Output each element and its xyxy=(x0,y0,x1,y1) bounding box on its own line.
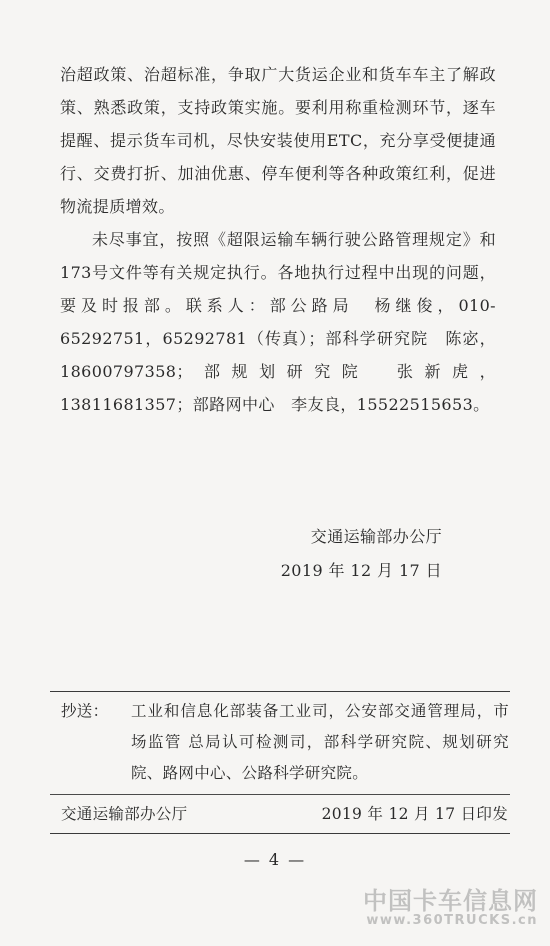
body-text xyxy=(60,58,496,421)
watermark-text: 中国卡车信息网 xyxy=(363,887,538,915)
issue-row xyxy=(50,793,510,834)
paragraph-contacts: 未尽事宜，按照《超限运输车辆行驶公路管理规定》和173号文件等有关规定执行。各地执行过程中出现的问题，要及时报部。联系人：部公路局 杨继俊，010-65292751，65292781（传真）；部科学研究院 陈宓，18600797358；部规划研究院 张新虎，13811681357；部路网中心 李友良，15522515653。 xyxy=(60,230,496,414)
page-number: — 4 — xyxy=(243,850,307,869)
cc-recipients: 工业和信息化部装备工业司，公安部交通管理局，市场监管 总局认可检测司，部科学研究院、规划研究院、路网中心、公路科学研究院。 xyxy=(131,702,509,782)
cc-label: 抄送： xyxy=(61,702,109,720)
paragraph-policy: 治超政策、治超标准，争取广大货运企业和货车车主了解政策、熟悉政策，支持政策实施。要利用称重检测环节，逐车提醒、提示货车司机，尽快安装使用ETC，充分享受便捷通行、交费打折、加油优惠、停车便利等各种政策红利，促进物流提质增效。 xyxy=(60,65,496,216)
issue-org: 交通运输部办公厅 xyxy=(61,805,188,823)
signature-org: 交通运输部办公厅 xyxy=(310,527,442,546)
watermark xyxy=(318,888,538,929)
signature-block xyxy=(281,520,442,587)
issue-date: 2019 年 12 月 17 日印发 xyxy=(321,805,508,823)
watermark-url: www.360TRUCKS.cn xyxy=(366,913,538,929)
signature-date: 2019 年 12 月 17 日 xyxy=(280,561,442,580)
cc-section xyxy=(50,691,510,795)
